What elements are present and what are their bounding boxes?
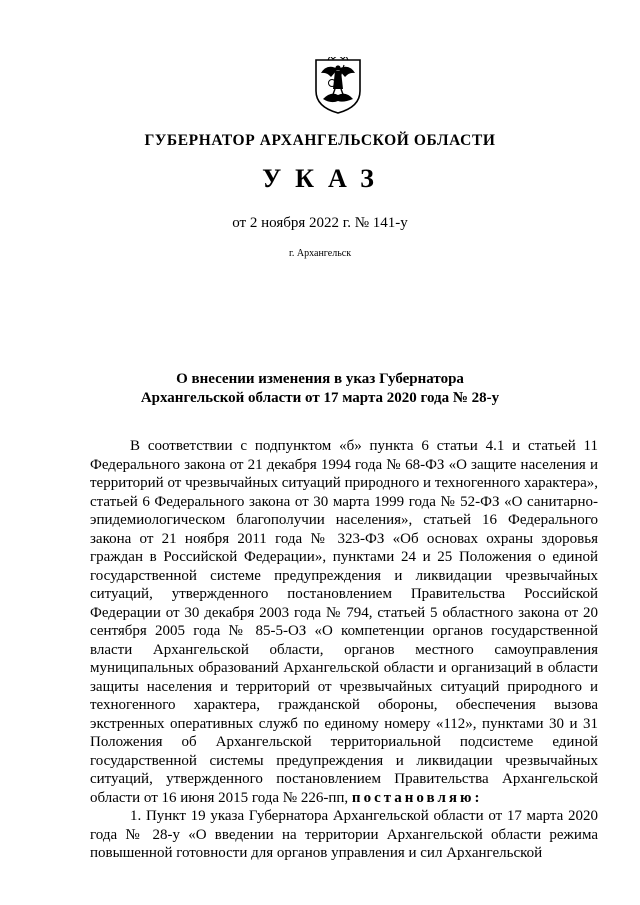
issuer-title: ГУБЕРНАТОР АРХАНГЕЛЬСКОЙ ОБЛАСТИ xyxy=(144,132,496,149)
document-title-line-2: Архангельской области от 17 марта 2020 года № 28-у xyxy=(140,390,500,406)
preamble-text: В соответствии с подпунктом «б» пункта 6 статьи 4.1 и статьей 11 Федерального закона от 21 декабря 1994 года № 68-ФЗ «О защите населения и территорий от чрезвычайных ситуаций природного и техногенного характера», статьей 6 Федерального закона от 30 марта 1999 года № 52-ФЗ «О санитарно-эпидемиологическом благополучии населения», статьей 16 Федерального закона от 21 ноября 2011 года № 323-ФЗ «Об основах охраны здоровья граждан в Российской Федерации», пунктами 24 и 25 Положения о единой государственной системе предупреждения и ликвидации чрезвычайных ситуаций, утвержденного постановлением Правительства Российской Федерации от 30 декабря 2003 года № 794, статьей 5 областного закона от 20 сентября 2005 года № 85-5-ОЗ «О компетенции органов государственной власти Архангельской области, органов местного самоуправления муниципальных образований Архангельской области и организаций в области защиты населения и территорий от чрезвычайных ситуаций природного и техногенного характера, гражданской обороны, обеспечения вызова экстренных оперативных служб по единому номеру «112», пунктами 30 и 31 Положения об Архангельской территориальной подсистеме единой государственной системы предупреждения и ликвидации чрезвычайных ситуаций, утвержденного постановлением Правительства Архангельской области от 16 июня 2015 года № 226-пп, xyxy=(90,438,598,806)
preamble-paragraph xyxy=(90,437,598,807)
document-body xyxy=(90,437,598,863)
document-date-number: от 2 ноября 2022 г. № 141-у xyxy=(232,215,408,231)
item-1-paragraph: 1. Пункт 19 указа Губернатора Архангельской области от 17 марта 2020 года № 28-у «О введении на территории Архангельской области режима повышенной готовности для органов управления и сил Архангельской xyxy=(90,808,598,861)
coat-of-arms-icon xyxy=(313,57,363,115)
document-type: УКАЗ xyxy=(262,164,388,193)
document-city: г. Архангельск xyxy=(288,248,352,259)
document-title xyxy=(0,370,640,408)
decree-word: постановляю: xyxy=(351,789,483,806)
document-title-line-1: О внесении изменения в указ Губернатора xyxy=(176,371,464,387)
